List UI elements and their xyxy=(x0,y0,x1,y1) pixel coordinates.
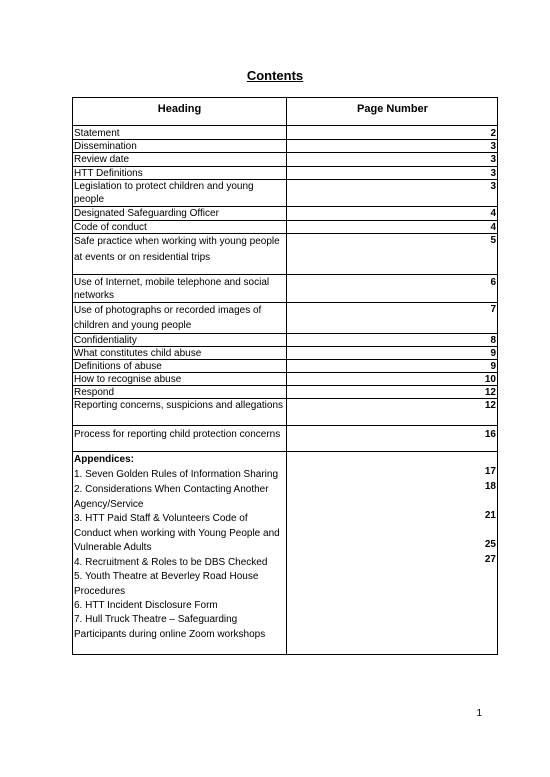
toc-row-heading: Process for reporting child protection concerns xyxy=(74,429,281,440)
toc-row xyxy=(73,274,497,303)
appendix-page: 17 xyxy=(484,466,496,477)
toc-row-page: 3 xyxy=(490,141,496,152)
toc-row-page: 9 xyxy=(490,361,496,372)
toc-row xyxy=(73,206,497,221)
appendix-page: 18 xyxy=(484,481,496,492)
toc-row-heading: Safe practice when working with young people at events or on residential trips xyxy=(74,236,280,263)
toc-row-heading: Use of Internet, mobile telephone and social networks xyxy=(74,277,270,301)
toc-row-page: 12 xyxy=(484,400,496,411)
toc-row xyxy=(73,166,497,180)
toc-row-page: 3 xyxy=(490,154,496,165)
toc-row-heading: Dissemination xyxy=(74,141,137,152)
toc-row xyxy=(73,359,497,373)
appendix-page: 25 xyxy=(484,539,496,550)
toc-row-page: 5 xyxy=(490,235,496,246)
appendix-item: 7. Hull Truck Theatre – Safeguarding Participants during online Zoom workshops xyxy=(74,614,266,640)
toc-row-heading: Reporting concerns, suspicions and allegations xyxy=(74,400,284,411)
appendix-item: 5. Youth Theatre at Beverley Road House Procedures xyxy=(74,571,259,597)
toc-row-heading: Designated Safeguarding Officer xyxy=(74,208,219,219)
appendix-item: 4. Recruitment & Roles to be DBS Checked xyxy=(74,557,268,568)
toc-row xyxy=(73,152,497,167)
toc-row xyxy=(73,233,497,275)
toc-row xyxy=(73,220,497,234)
page-number-column-header: Page Number xyxy=(357,103,428,115)
toc-row-page: 2 xyxy=(490,128,496,139)
toc-row xyxy=(73,125,497,140)
toc-row-heading: Confidentiality xyxy=(74,335,137,346)
toc-row-page: 3 xyxy=(490,181,496,192)
toc-row xyxy=(73,385,497,399)
toc-row-page: 9 xyxy=(490,348,496,359)
toc-row-heading: How to recognise abuse xyxy=(74,374,182,385)
appendix-item: 2. Considerations When Contacting Another Agency/Service xyxy=(74,484,269,510)
page-title: Contents xyxy=(246,68,304,83)
toc-row xyxy=(73,425,497,452)
appendix-page: 27 xyxy=(484,554,496,565)
page-number: 1 xyxy=(476,708,482,719)
toc-row xyxy=(73,302,497,334)
heading-column-header: Heading xyxy=(157,103,202,115)
toc-row xyxy=(73,346,497,360)
toc-row-page: 12 xyxy=(484,387,496,398)
toc-row-page: 10 xyxy=(484,374,496,385)
toc-row-heading: Use of photographs or recorded images of children and young people xyxy=(74,305,262,331)
toc-row-page: 8 xyxy=(490,335,496,346)
appendix-page: 21 xyxy=(484,510,496,521)
toc-row-heading: Review date xyxy=(74,154,130,165)
toc-row-heading: Statement xyxy=(74,128,120,139)
toc-row xyxy=(73,333,497,347)
toc-row-heading: Definitions of abuse xyxy=(74,361,162,372)
toc-row-heading: Legislation to protect children and young people xyxy=(74,181,254,205)
toc-row xyxy=(73,372,497,386)
toc-row-heading: HTT Definitions xyxy=(74,168,143,179)
toc-row-heading: Code of conduct xyxy=(74,222,147,233)
toc-row xyxy=(73,179,497,207)
toc-row-heading: What constitutes child abuse xyxy=(74,348,202,359)
toc-row-page: 3 xyxy=(490,168,496,179)
appendices-heading: Appendices: xyxy=(74,454,135,465)
toc-row-page: 7 xyxy=(490,304,496,315)
contents-table xyxy=(72,97,498,655)
appendix-item: 1. Seven Golden Rules of Information Sharing xyxy=(74,469,279,480)
toc-row-heading: Respond xyxy=(74,387,115,398)
appendix-item: 6. HTT Incident Disclosure Form xyxy=(74,600,218,611)
toc-row xyxy=(73,139,497,153)
toc-row-page: 6 xyxy=(490,277,496,288)
toc-row-page: 4 xyxy=(490,222,496,233)
toc-row-page: 4 xyxy=(490,208,496,219)
appendix-item: 3. HTT Paid Staff & Volunteers Code of Conduct when working with Young People and Vulnerable Adults xyxy=(74,513,280,553)
toc-row-page: 16 xyxy=(484,429,496,440)
toc-row xyxy=(73,398,497,426)
appendices-row xyxy=(73,451,497,655)
